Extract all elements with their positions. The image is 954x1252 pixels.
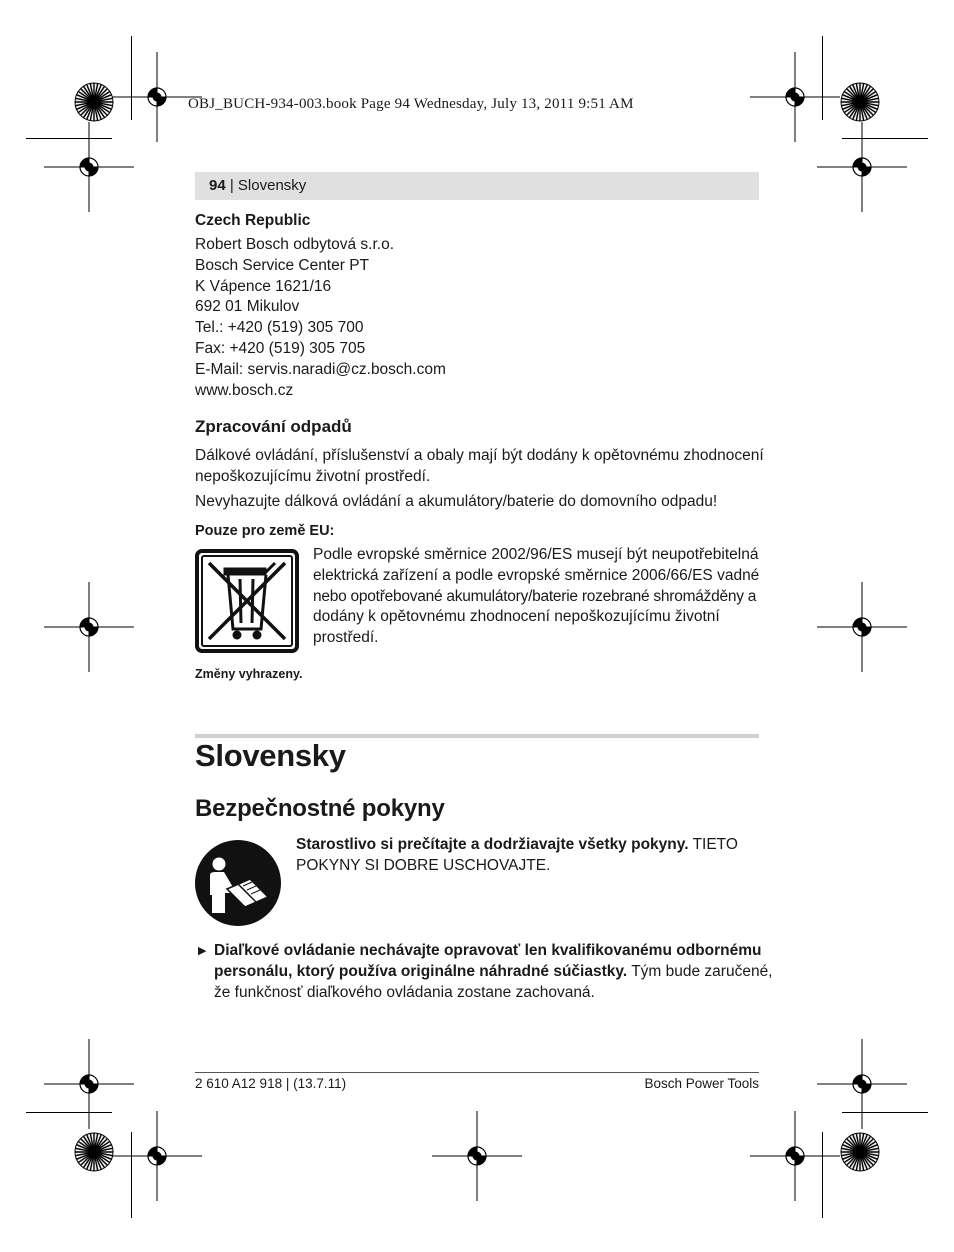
header-separator: | — [225, 177, 238, 194]
contact-line: Bosch Service Center PT — [195, 256, 370, 274]
paragraph-line: elektrická zařízení a podle evropské směrnice 2006/66/ES vadné — [313, 566, 760, 584]
footer-right: Bosch Power Tools — [644, 1076, 759, 1091]
footer-left: 2 610 A12 918 | (13.7.11) — [195, 1076, 347, 1091]
crossed-out-wheelie-bin-icon — [195, 549, 299, 653]
page-header-text — [209, 177, 306, 194]
paragraph-line: Dálkové ovládání, příslušenství a obaly mají být dodány k opětovnému zhodnocení — [195, 447, 764, 464]
contact-website: www.bosch.cz — [195, 381, 294, 399]
bullet-arrow-icon: ▶ — [198, 945, 207, 957]
safety-bullet — [214, 941, 774, 1003]
read-line-1 — [296, 835, 766, 856]
paragraph-line: Podle evropské směrnice 2002/96/ES musejí být neupotřebitelná — [313, 546, 759, 563]
safety-heading: Bezpečnostné pokyny — [195, 795, 445, 822]
paragraph-line: nepoškozujícímu životní prostředí. — [195, 467, 431, 485]
eu-heading: Pouze pro země EU: — [195, 523, 335, 539]
read-line-2: POKYNY SI DOBRE USCHOVAJTE. — [296, 856, 551, 874]
read-rest: TIETO — [688, 836, 738, 853]
contact-line: Robert Bosch odbytová s.r.o. — [195, 236, 395, 253]
contact-line: Fax: +420 (519) 305 705 — [195, 339, 366, 357]
read-bold: Starostlivo si prečítajte a dodržiavajte všetky pokyny. — [296, 836, 689, 853]
paragraph-line: prostředí. — [313, 629, 379, 647]
bullet-rest: Tým bude zaručené, — [627, 962, 773, 980]
page-number: 94 — [209, 177, 226, 194]
contact-email: E-Mail: servis.naradi@cz.bosch.com — [195, 360, 446, 378]
print-info-line: OBJ_BUCH-934-003.book Page 94 Wednesday, July 13, 2011 9:51 AM — [188, 96, 634, 112]
contact-line: Tel.: +420 (519) 305 700 — [195, 319, 364, 337]
contact-line: 692 01 Mikulov — [195, 298, 300, 316]
bullet-line-3: že funkčnosť diaľkového ovládania zostane zachovaná. — [214, 983, 595, 1001]
eu-directive-text — [313, 545, 773, 649]
footer-rule — [195, 1072, 759, 1073]
bullet-bold: Diaľkové ovládanie nechávajte opravovať len kvalifikovanému odbornému — [214, 942, 762, 959]
disposal-paragraph-2: Nevyhazujte dálková ovládání a akumulátory/baterie do domovního odpadu! — [195, 493, 718, 510]
read-instructions — [296, 835, 766, 877]
disposal-heading: Zpracování odpadů — [195, 417, 352, 436]
paragraph-line: nebo opotřebované akumulátory/baterie rozebrané shromážděny a — [313, 587, 757, 605]
bullet-line-1 — [214, 941, 774, 962]
changes-reserved: Změny vyhrazeny. — [195, 667, 303, 681]
contact-country: Czech Republic — [195, 212, 311, 229]
header-section: Slovensky — [237, 177, 307, 194]
bullet-bold: personálu, ktorý používa originálne náhradné súčiastky. — [214, 962, 628, 980]
bullet-line-2 — [214, 962, 774, 983]
disposal-paragraph-1 — [195, 446, 765, 488]
contact-address — [195, 235, 446, 401]
contact-line: K Vápence 1621/16 — [195, 277, 332, 295]
section-title: Slovensky — [195, 738, 346, 773]
page-header — [195, 172, 759, 200]
paragraph-line: dodány k opětovnému zhodnocení nepoškozujícímu životní — [313, 608, 720, 626]
read-manual-icon — [194, 839, 282, 927]
